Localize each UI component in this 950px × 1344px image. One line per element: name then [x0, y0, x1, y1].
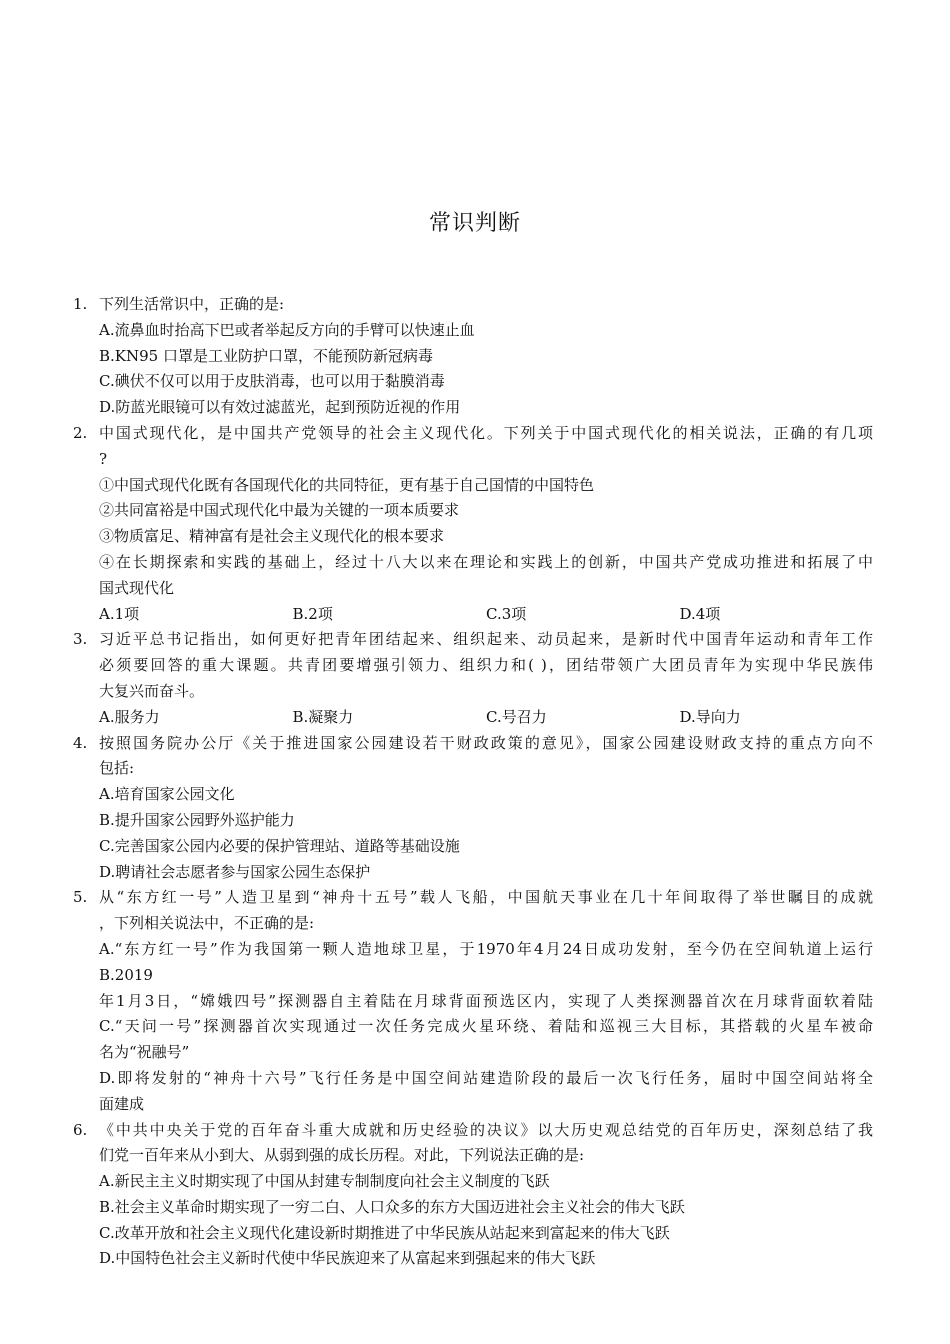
- statement-1: ①中国式现代化既有各国现代化的共同特征，更有基于自己国情的中国特色: [99, 475, 595, 494]
- stem-line: ，下列相关说法中，不正确的是:: [99, 914, 315, 933]
- option-c-cont: 名为“祝融号”: [99, 1043, 190, 1062]
- question-stem: [99, 627, 873, 704]
- stem-line: 《中共中央关于党的百年奋斗重大成就和历史经验的决议》以大历史观总结党的百年历史，深刻总结了我: [99, 1120, 873, 1139]
- question-stem: [99, 885, 873, 937]
- question-4: [73, 731, 873, 886]
- option-c: C.“天问一号”探测器首次实现通过一次任务完成火星环绕、着陆和巡视三大目标，其搭载的火星车被命: [99, 1017, 873, 1036]
- question-stem: [99, 1118, 873, 1170]
- question-number: 6.: [73, 1120, 88, 1139]
- stem-line: 习近平总书记指出，如何更好把青年团结起来、组织起来、动员起来，是新时代中国青年运动和青年工作: [99, 630, 873, 649]
- question-number: 2.: [73, 423, 88, 442]
- option-d: D.中国特色社会主义新时代使中华民族迎来了从富起来到强起来的伟大飞跃: [99, 1249, 596, 1268]
- option-d-cont: 面建成: [99, 1094, 145, 1113]
- question-number: 4.: [73, 733, 88, 752]
- option-c: C.3项: [486, 604, 527, 623]
- question-list: [73, 292, 873, 1272]
- option-b: B.2项: [292, 604, 333, 623]
- option-row: [99, 602, 873, 628]
- stem-line: 从“东方红一号”人造卫星到“神舟十五号”载人飞船，中国航天事业在几十年间取得了举世瞩目的成就: [99, 888, 873, 907]
- option-a: A.1项: [99, 604, 140, 623]
- question-1: [73, 292, 873, 421]
- option-b: B.2019: [99, 965, 153, 984]
- option-b: B.提升国家公园野外巡护能力: [99, 810, 295, 829]
- option-b: B.凝聚力: [292, 707, 354, 726]
- option-d: D.聘请社会志愿者参与国家公园生态保护: [99, 862, 371, 881]
- statement-4: ④在长期探索和实践的基础上，经过十八大以来在理论和实践上的创新，中国共产党成功推进和拓展了中: [99, 552, 873, 571]
- option-a: A.流鼻血时抬高下巴或者举起反方向的手臂可以快速止血: [99, 320, 475, 339]
- page-title: 常识判断: [428, 211, 521, 236]
- question-number: 3.: [73, 630, 88, 649]
- option-d: D.防蓝光眼镜可以有效过滤蓝光，起到预防近视的作用: [99, 398, 461, 417]
- option-c: C.碘伏不仅可以用于皮肤消毒，也可以用于黏膜消毒: [99, 372, 445, 391]
- statement-3: ③物质富足、精神富有是社会主义现代化的根本要求: [99, 527, 445, 546]
- option-b: B.KN95 口罩是工业防护口罩，不能预防新冠病毒: [99, 346, 433, 365]
- option-list: [99, 937, 873, 1118]
- option-d: D.即将发射的“神舟十六号”飞行任务是中国空间站建造阶段的最后一次飞行任务，届时中国空间站将全: [99, 1068, 873, 1087]
- option-d: D.导向力: [679, 707, 741, 726]
- question-number: 1.: [73, 295, 88, 313]
- statement-list: [99, 473, 873, 602]
- stem-line: 必须要回答的重大课题。共青团要增强引领力、组织力和( )，团结带领广大团员青年为实现中华民族伟: [99, 656, 873, 675]
- statement-2: ②共同富裕是中国式现代化中最为关键的一项本质要求: [99, 501, 460, 520]
- stem-line: 中国式现代化，是中国共产党领导的社会主义现代化。下列关于中国式现代化的相关说法，正确的有几项: [99, 423, 873, 442]
- stem-line: 按照国务院办公厅《关于推进国家公园建设若干财政政策的意见》，国家公园建设财政支持的重点方向不: [99, 733, 873, 752]
- statement-4-cont: 国式现代化: [99, 578, 175, 597]
- stem-line: 下列生活常识中，正确的是:: [99, 295, 285, 313]
- option-row: [99, 705, 873, 731]
- question-6: [73, 1118, 873, 1273]
- question-stem: [99, 292, 873, 318]
- option-b-cont: 年1月3日，“嫦娥四号”探测器自主着陆在月球背面预选区内，实现了人类探测器首次在月球背面软着陆: [99, 991, 873, 1010]
- question-5: [73, 885, 873, 1117]
- question-stem: [99, 731, 873, 783]
- question-2: [73, 421, 873, 627]
- question-number: 5.: [73, 888, 88, 907]
- option-a: A.服务力: [99, 707, 160, 726]
- option-b: B.社会主义革命时期实现了一穷二白、人口众多的东方大国迈进社会主义社会的伟大飞跃: [99, 1197, 685, 1216]
- option-a: A.“东方红一号”作为我国第一颗人造地球卫星，于1970年4月24日成功发射，至今仍在空间轨道上运行: [99, 939, 873, 958]
- option-d: D.4项: [679, 604, 721, 623]
- option-c: C.改革开放和社会主义现代化建设新时期推进了中华民族从站起来到富起来的伟大飞跃: [99, 1223, 670, 1242]
- option-a: A.培育国家公园文化: [99, 785, 235, 804]
- question-stem: [99, 421, 873, 473]
- stem-line: ?: [99, 449, 108, 468]
- question-3: [73, 627, 873, 730]
- option-c: C.完善国家公园内必要的保护管理站、道路等基础设施: [99, 836, 460, 855]
- stem-line: 大复兴而奋斗。: [99, 681, 205, 700]
- option-c: C.号召力: [486, 707, 547, 726]
- stem-line: 包括:: [99, 759, 135, 778]
- option-a: A.新民主主义时期实现了中国从封建专制制度向社会主义制度的飞跃: [99, 1172, 550, 1191]
- stem-line: 们党一百年来从小到大、从弱到强的成长历程。对此，下列说法正确的是:: [99, 1146, 585, 1165]
